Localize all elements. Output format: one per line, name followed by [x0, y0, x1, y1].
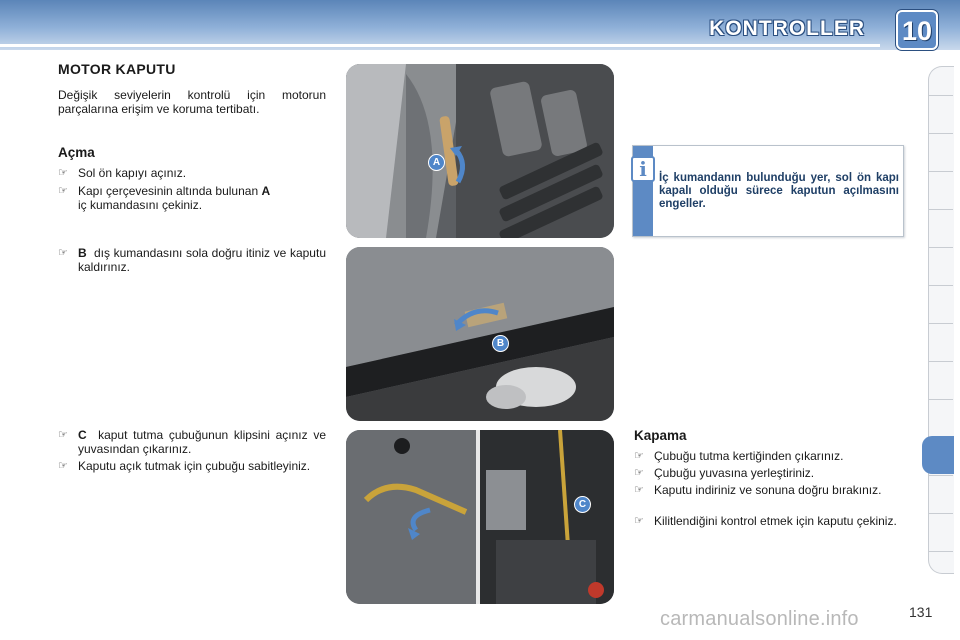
chapter-tab-rail	[928, 66, 954, 574]
rail-tick	[929, 399, 953, 400]
page-number: 131	[909, 604, 933, 620]
opening-step-2-tail: iç kumandasını çekiniz.	[78, 198, 203, 212]
figure-label-a: A	[428, 154, 445, 171]
header-stripe	[0, 44, 880, 47]
bullet-hand-icon: ☞	[634, 515, 644, 527]
bullet-hand-icon: ☞	[58, 167, 68, 179]
bullet-hand-icon: ☞	[58, 185, 68, 197]
prop-rod-illustration	[346, 430, 614, 604]
closing-step-4	[634, 514, 904, 528]
rail-tick	[929, 209, 953, 210]
exterior-release-illustration	[346, 247, 614, 421]
closing-step-1-text: Çubuğu tutma kertiğinden çıkarınız.	[654, 449, 844, 463]
chapter-number-badge	[896, 10, 938, 50]
bullet-hand-icon: ☞	[58, 429, 68, 441]
rail-tick	[929, 361, 953, 362]
rail-tick	[929, 551, 953, 552]
chapter-title: KONTROLLER	[709, 17, 865, 40]
rail-tick	[929, 285, 953, 286]
photo-interior-release-lever	[346, 64, 614, 238]
opening-step-2-text	[58, 184, 326, 212]
figure-label-b: B	[492, 335, 509, 352]
closing-step-3-text: Kaputu indiriniz ve sonuna doğru bırakınız.	[654, 483, 882, 497]
opening-title: Açma	[58, 145, 95, 160]
bullet-hand-icon: ☞	[634, 484, 644, 496]
closing-step-2-text: Çubuğu yuvasına yerleştiriniz.	[654, 466, 815, 480]
photo-exterior-release	[346, 247, 614, 421]
section-title: MOTOR KAPUTU	[58, 61, 176, 77]
opening-step-1-text: Sol ön kapıyı açınız.	[78, 166, 187, 180]
rail-tick	[929, 133, 953, 134]
opening-step-5-text: Kaputu açık tutmak için çubuğu sabitleyiniz.	[78, 459, 311, 473]
bullet-hand-icon: ☞	[58, 247, 68, 259]
opening-step-3-text	[58, 246, 326, 274]
closing-title: Kapama	[634, 428, 687, 443]
opening-step-5	[58, 459, 326, 473]
bullet-hand-icon: ☞	[634, 467, 644, 479]
opening-step-3	[58, 246, 326, 274]
chapter-number: 10	[901, 16, 933, 46]
opening-step-3-key: B	[78, 246, 87, 260]
section-intro: Değişik seviyelerin kontrolü için motorun parçalarına erişim ve koruma tertibatı.	[58, 88, 326, 116]
opening-step-2-key: A	[261, 184, 271, 198]
rail-tick	[929, 475, 953, 476]
opening-step-4-body: kaput tutma çubuğunun klipsini açınız ve yuvasından çıkarınız.	[78, 428, 326, 456]
info-note-box	[632, 145, 904, 237]
opening-step-2	[58, 184, 326, 212]
closing-step-2	[634, 466, 904, 480]
closing-step-1	[634, 449, 904, 463]
rail-tick	[929, 323, 953, 324]
info-note-text: İç kumandanın bulunduğu yer, sol ön kapı kapalı olduğu sürece kaputun açılmasını engeller.	[659, 172, 899, 210]
figure-label-c: C	[574, 496, 591, 513]
info-icon: i	[631, 156, 655, 182]
watermark-text: carmanualsonline.info	[660, 608, 859, 630]
opening-step-3-body: dış kumandasını sola doğru itiniz ve kaputu kaldırınız.	[78, 246, 326, 274]
active-chapter-tab[interactable]	[922, 436, 954, 474]
rail-tick	[929, 247, 953, 248]
bullet-hand-icon: ☞	[58, 460, 68, 472]
closing-step-4-text: Kilitlendiğini kontrol etmek için kaputu çekiniz.	[654, 514, 897, 528]
closing-step-3	[634, 483, 904, 497]
opening-step-4-key: C	[78, 428, 87, 442]
opening-step-2-lead: Kapı çerçevesinin altında bulunan	[78, 184, 259, 198]
bullet-hand-icon: ☞	[634, 450, 644, 462]
interior-lever-illustration	[346, 64, 614, 238]
opening-step-1	[58, 166, 326, 180]
rail-tick	[929, 95, 953, 96]
photo-hood-prop-rod	[346, 430, 614, 604]
rail-tick	[929, 513, 953, 514]
chapter-header	[0, 0, 960, 50]
opening-step-4-text	[58, 428, 326, 456]
rail-tick	[929, 171, 953, 172]
opening-step-4	[58, 428, 326, 456]
